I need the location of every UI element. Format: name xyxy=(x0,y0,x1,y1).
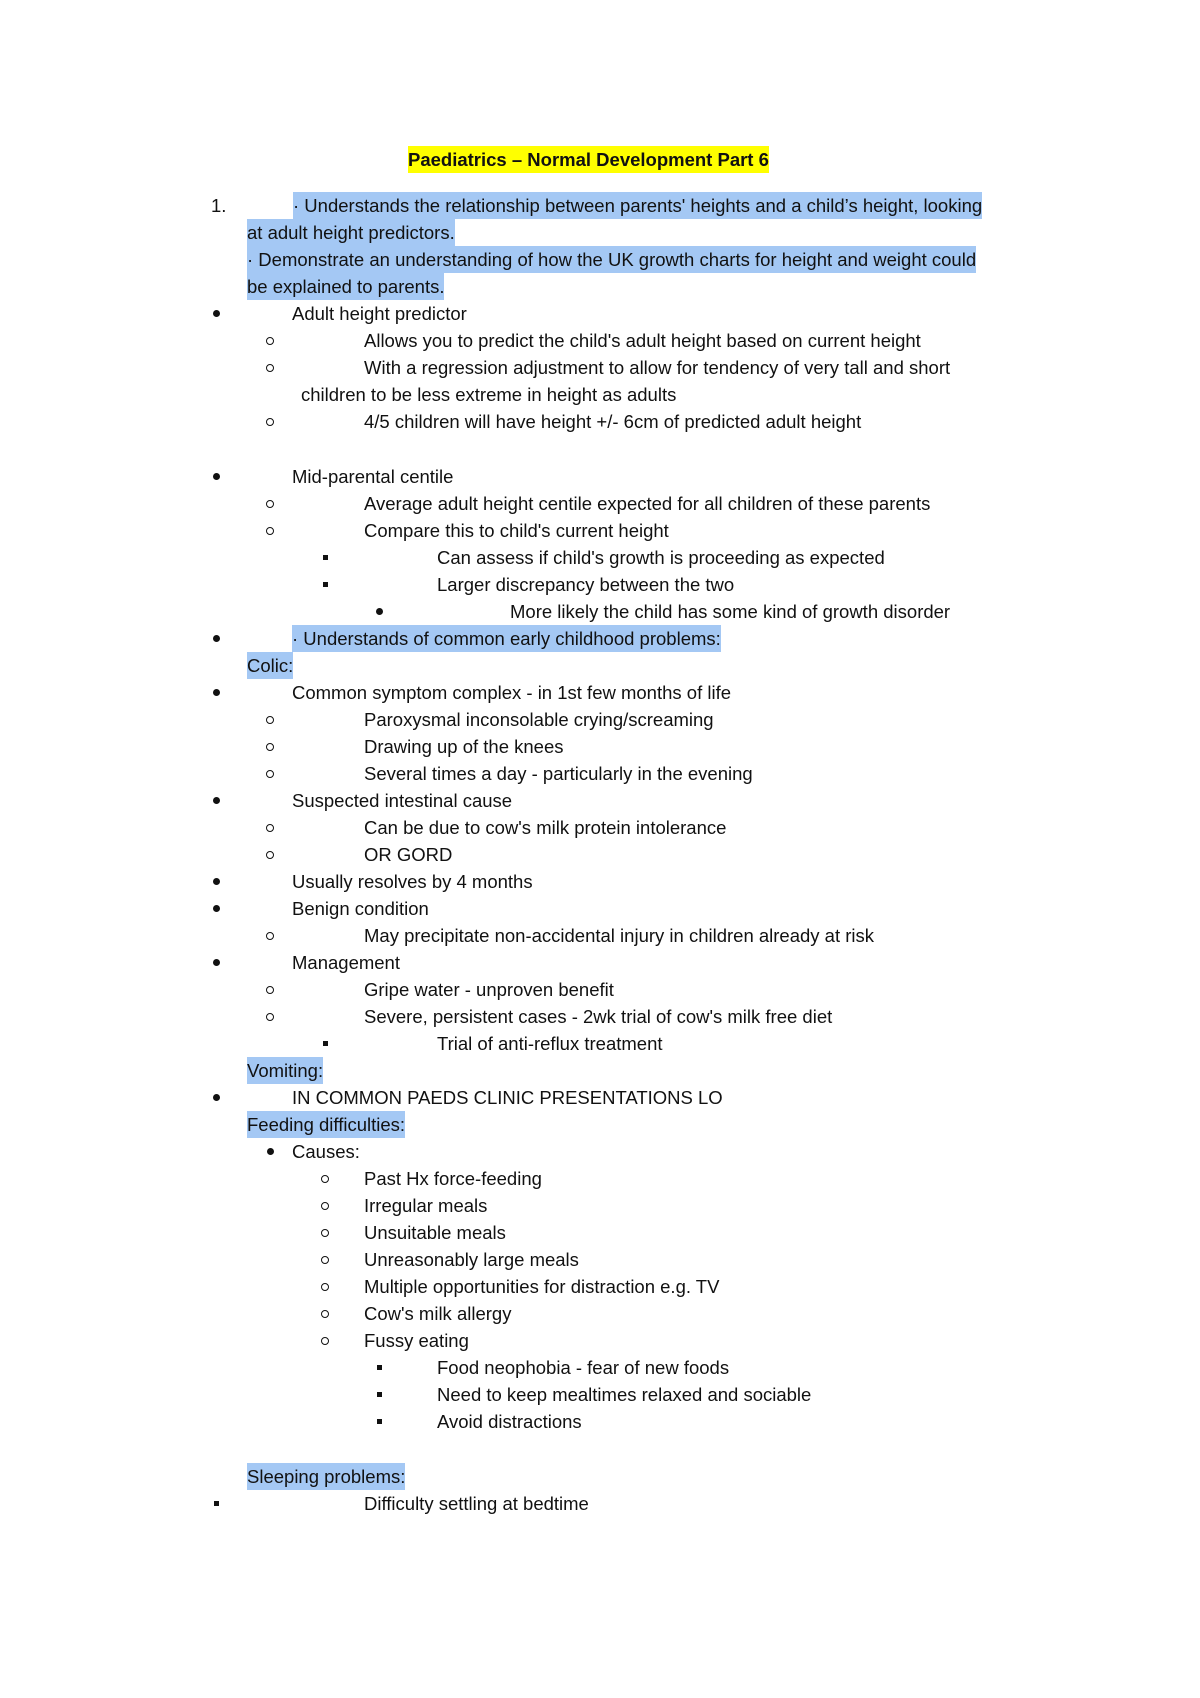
list-item: With a regression adjustment to allow for tendency of very tall and short xyxy=(364,357,951,378)
bullet-marker xyxy=(207,1084,225,1111)
list-item: Irregular meals xyxy=(364,1195,488,1216)
list-item: May precipitate non-accidental injury in children already at risk xyxy=(364,925,875,946)
list-item: Food neophobia - fear of new foods xyxy=(437,1357,730,1378)
list-item: Gripe water - unproven benefit xyxy=(364,979,614,1000)
bullet-marker xyxy=(207,1490,225,1517)
bullet-marker xyxy=(261,490,279,517)
bullet-marker xyxy=(207,949,225,976)
bullet-marker xyxy=(207,300,225,327)
section-heading: Feeding difficulties: xyxy=(247,1111,405,1138)
objective-line: · Demonstrate an understanding of how the UK growth charts for height and weight could xyxy=(247,246,976,273)
list-item: Adult height predictor xyxy=(292,303,467,324)
bullet-marker xyxy=(207,463,225,490)
list-item: children to be less extreme in height as adults xyxy=(301,384,677,405)
list-item: Benign condition xyxy=(292,898,429,919)
list-item: Several times a day - particularly in the evening xyxy=(364,763,753,784)
list-item: Paroxysmal inconsolable crying/screaming xyxy=(364,709,714,730)
section-heading: Colic: xyxy=(247,652,293,679)
bullet-marker xyxy=(316,1300,334,1327)
bullet-marker xyxy=(261,1003,279,1030)
objective-line: · Understands of common early childhood problems: xyxy=(292,625,721,652)
bullet-marker xyxy=(316,1219,334,1246)
objective-line: at adult height predictors. xyxy=(247,219,455,246)
list-item: Trial of anti-reflux treatment xyxy=(437,1033,663,1054)
objective-line: · Understands the relationship between parents' heights and a child’s height, looking xyxy=(293,192,982,219)
bullet-marker xyxy=(261,706,279,733)
list-item: Difficulty settling at bedtime xyxy=(364,1493,589,1514)
list-item: More likely the child has some kind of growth disorder xyxy=(510,601,951,622)
list-item: Drawing up of the knees xyxy=(364,736,564,757)
section-heading: Vomiting: xyxy=(247,1057,323,1084)
bullet-marker xyxy=(261,408,279,435)
bullet-marker xyxy=(261,354,279,381)
list-item: Can assess if child's growth is proceeding as expected xyxy=(437,547,885,568)
list-item: Average adult height centile expected for all children of these parents xyxy=(364,493,931,514)
bullet-marker xyxy=(316,1030,334,1057)
bullet-marker xyxy=(261,841,279,868)
list-item: Severe, persistent cases - 2wk trial of cow's milk free diet xyxy=(364,1006,833,1027)
list-item: Mid-parental centile xyxy=(292,466,454,487)
bullet-marker xyxy=(207,679,225,706)
bullet-marker xyxy=(261,922,279,949)
bullet-marker xyxy=(370,1381,388,1408)
bullet-marker xyxy=(316,1273,334,1300)
list-item: Unreasonably large meals xyxy=(364,1249,579,1270)
bullet-marker xyxy=(370,598,388,625)
bullet-marker xyxy=(207,625,225,652)
bullet-marker xyxy=(261,517,279,544)
bullet-marker xyxy=(316,571,334,598)
bullet-marker xyxy=(370,1354,388,1381)
objective-line: be explained to parents. xyxy=(247,273,444,300)
list-item: Causes: xyxy=(292,1141,360,1162)
bullet-marker xyxy=(207,868,225,895)
bullet-marker xyxy=(261,976,279,1003)
bullet-marker xyxy=(316,1327,334,1354)
bullet-marker xyxy=(316,544,334,571)
list-item: Common symptom complex - in 1st few months of life xyxy=(292,682,732,703)
list-item: Need to keep mealtimes relaxed and sociable xyxy=(437,1384,812,1405)
list-item: Past Hx force-feeding xyxy=(364,1168,542,1189)
list-item: OR GORD xyxy=(364,844,453,865)
list-item: Allows you to predict the child's adult height based on current height xyxy=(364,330,921,351)
bullet-marker xyxy=(207,787,225,814)
list-item: Unsuitable meals xyxy=(364,1222,506,1243)
section-heading: Sleeping problems: xyxy=(247,1463,405,1490)
list-item: Management xyxy=(292,952,400,973)
bullet-marker xyxy=(261,733,279,760)
bullet-marker xyxy=(261,760,279,787)
bullet-marker xyxy=(316,1165,334,1192)
page-title: Paediatrics – Normal Development Part 6 xyxy=(408,146,769,173)
bullet-marker xyxy=(261,1138,279,1165)
list-item: Can be due to cow's milk protein intolerance xyxy=(364,817,727,838)
list-item: Usually resolves by 4 months xyxy=(292,871,533,892)
list-item: Suspected intestinal cause xyxy=(292,790,513,811)
list-item: Avoid distractions xyxy=(437,1411,582,1432)
list-item: 4/5 children will have height +/- 6cm of predicted adult height xyxy=(364,411,862,432)
list-item: Fussy eating xyxy=(364,1330,469,1351)
bullet-marker xyxy=(207,895,225,922)
list-item: IN COMMON PAEDS CLINIC PRESENTATIONS LO xyxy=(292,1087,723,1108)
bullet-marker xyxy=(316,1246,334,1273)
bullet-marker xyxy=(261,327,279,354)
list-item: Larger discrepancy between the two xyxy=(437,574,735,595)
list-item: Multiple opportunities for distraction e.g. TV xyxy=(364,1276,720,1297)
bullet-marker xyxy=(316,1192,334,1219)
list-number: 1. xyxy=(211,195,227,216)
bullet-marker xyxy=(370,1408,388,1435)
list-item: Cow's milk allergy xyxy=(364,1303,512,1324)
list-item: Compare this to child's current height xyxy=(364,520,669,541)
bullet-marker xyxy=(261,814,279,841)
